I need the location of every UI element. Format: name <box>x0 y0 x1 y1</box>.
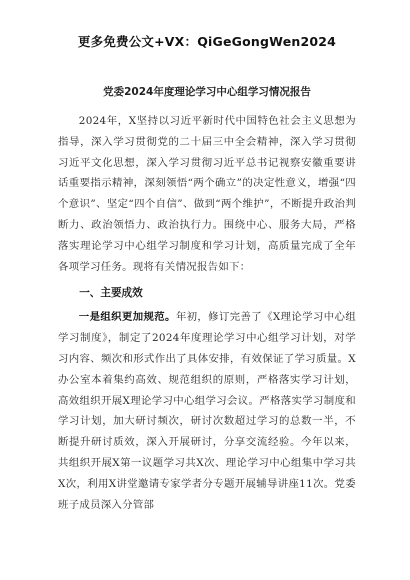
point-one-paragraph <box>58 307 356 515</box>
section-heading-main-results: 一、主要成效 <box>79 287 143 300</box>
intro-paragraph: 2024年，X坚持以习近平新时代中国特色社会主义思想为指导，深入学习贯彻党的二十届三中全会精神，深入学习贯彻习近平文化思想，深入学习贯彻习近平总书记视察安徽重要讲话重要指示精神，深刻领悟“两个确立”的决定性意义，增强“四个意识”、坚定“四个自信”、做到“两个维护”，不断提升政治判断力、政治领悟力、政治执行力。围绕中心、服务大局，严格落实理论学习中心组学习制度和学习计划，高质量完成了全年各项学习任务。现将有关情况报告如下： <box>58 115 356 273</box>
point-one-body: 年初，修订完善了《X理论学习中心组学习制度》，制定了2024年度理论学习中心组学习计划，对学习内容、频次和形式作出了具体安排，有效保证了学习质量。X办公室本着集约高效、规范组织的原则，严格落实学习计划，高效组织开展X理论学习中心组学习会议。严格落实学习制度和学习计划，加大研讨频次，研讨次数超过学习的总数一半，不断提升研讨质效，深入开展研讨，分享交流经验。今年以来，共组织开展X第一议题学习共X次、理论学习中心组集中学习共X次，利用X讲堂邀请专家学者分专题开展辅导讲座11次。党委班子成员深入分管部 <box>58 311 357 511</box>
document-title: 党委2024年度理论学习中心组学习情况报告 <box>103 86 311 98</box>
point-one-lead: 一是组织更加规范。 <box>78 311 176 324</box>
watermark-text: 更多免费公文+VX：QiGeGongWen2024 <box>77 34 337 49</box>
